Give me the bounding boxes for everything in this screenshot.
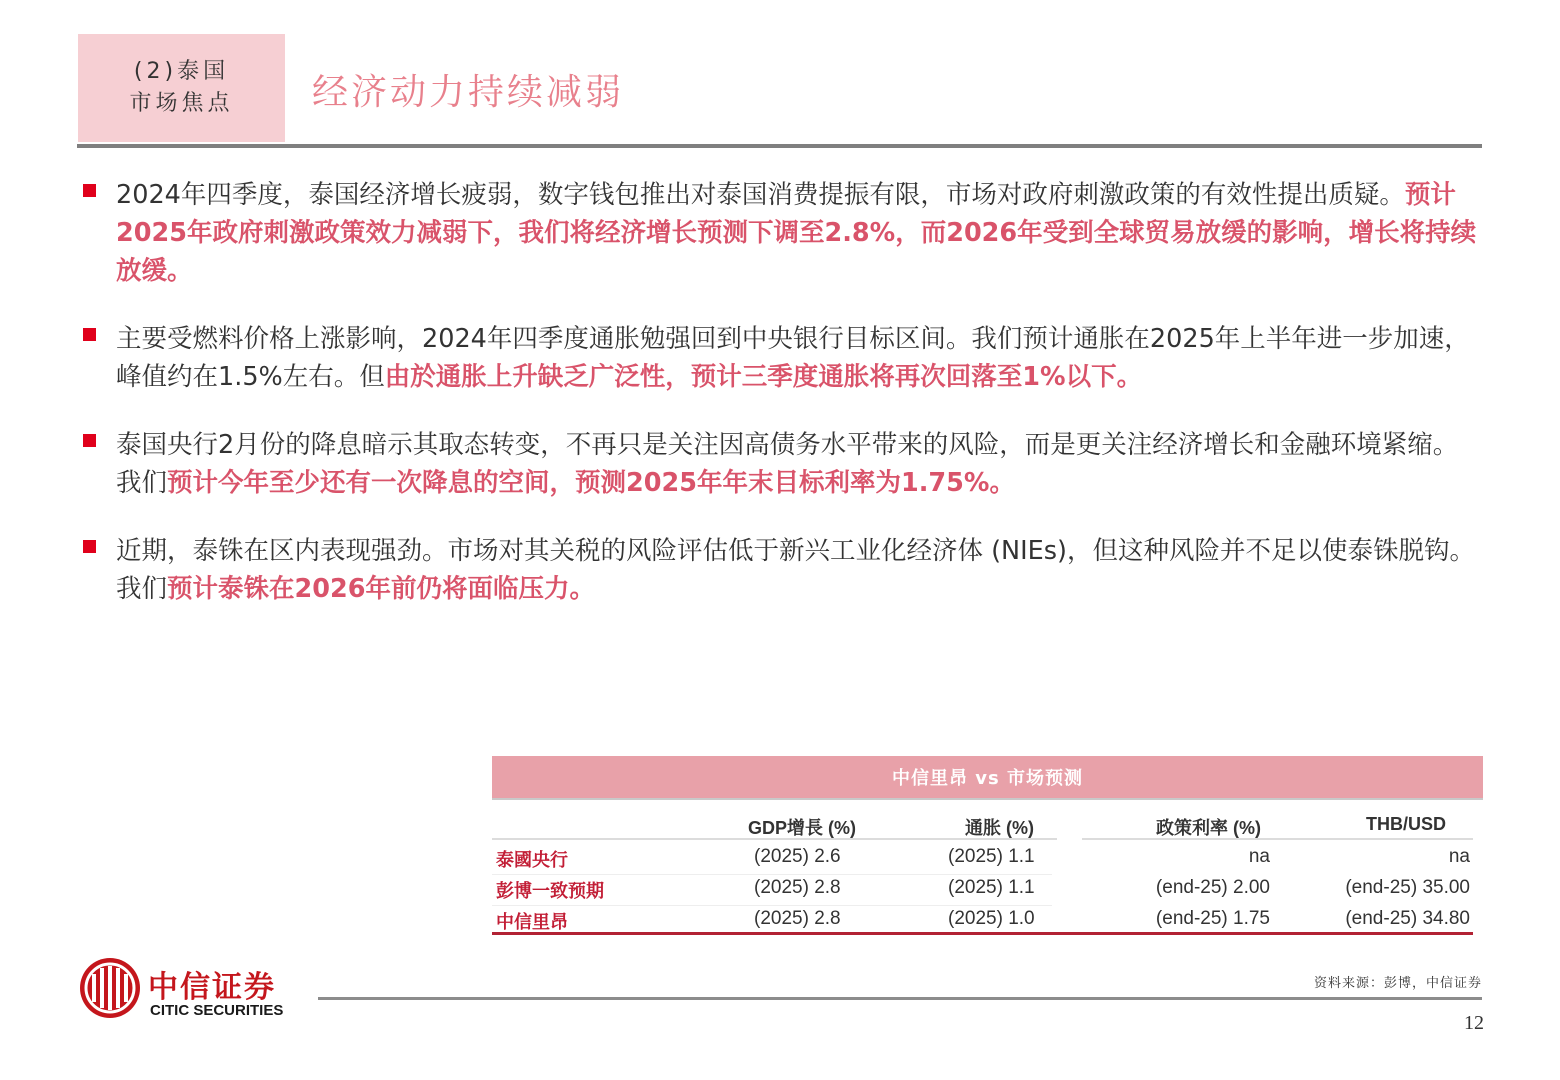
square-bullet-icon: [83, 184, 96, 197]
column-header-fx: THB/USD: [1366, 814, 1446, 834]
logo-text-en: CITIC SECURITIES: [150, 1002, 284, 1019]
section-tag-line1: (2)泰国: [133, 59, 230, 84]
cell-fx: (end-25) 35.00: [1345, 877, 1470, 898]
page-title: 经济动力持续减弱: [312, 72, 625, 113]
source-note: 资料来源：彭博，中信证券: [1313, 976, 1482, 991]
square-bullet-icon: [83, 434, 96, 447]
row-label: 中信里昂: [496, 912, 568, 932]
column-header-policy-rate: 政策利率 (%): [1156, 818, 1261, 838]
bullet-text: 2024年四季度，泰国经济增长疲弱，数字钱包推出对泰国消费提振有限，市场对政府刺激政策的有效性提出质疑。: [116, 180, 1405, 210]
cell-fx: na: [1448, 846, 1470, 867]
cell-gdp: (2025) 2.6: [754, 846, 841, 867]
bullet-item-2: [80, 320, 1480, 396]
row-label: 泰國央行: [496, 850, 568, 870]
bullet-text: 主要受燃料价格上涨影响，2024年四季度通胀勉强回到中央银行目标区间。我们预计通胀在2025年上半年进一步加速，峰值约在1.5%左右。但: [116, 324, 1470, 392]
page-number: 12: [1464, 1012, 1484, 1034]
footer-divider: [318, 997, 1482, 1000]
column-header-gdp: GDP增長 (%): [748, 818, 856, 838]
table-row: [492, 842, 1483, 874]
cell-inflation: (2025) 1.1: [948, 846, 1035, 867]
cell-inflation: (2025) 1.0: [948, 908, 1035, 929]
table-bottom-rule: [492, 932, 1473, 935]
square-bullet-icon: [83, 328, 96, 341]
forecast-table: [492, 756, 1483, 935]
bullet-text: 泰国央行2月份的降息暗示其取态转变，不再只是关注因高债务水平带来的风险，而是更关注经济增长和金融环境紧缩。我们: [116, 430, 1459, 498]
cell-inflation: (2025) 1.1: [948, 877, 1035, 898]
cell-fx: (end-25) 34.80: [1345, 908, 1470, 929]
citic-emblem-icon: [78, 956, 142, 1020]
bullet-highlight: 预计2025年政府刺激政策效力减弱下，我们将经济增长预测下调至2.8%，而2026年受到全球贸易放缓的影响，增长将持续放缓。: [116, 180, 1477, 286]
bullet-item-3: [80, 426, 1480, 502]
table-body: [492, 800, 1483, 935]
section-tag: [78, 34, 285, 142]
section-tag-line2: 市场焦点: [129, 91, 234, 116]
square-bullet-icon: [83, 540, 96, 553]
bullet-highlight: 预计今年至少还有一次降息的空间，预测2025年年末目标利率为1.75%。: [167, 468, 1015, 498]
bullet-item-4: [80, 532, 1480, 608]
table-title: 中信里昂 vs 市场预测: [492, 756, 1483, 798]
cell-gdp: (2025) 2.8: [754, 908, 841, 929]
cell-policy-rate: (end-25) 2.00: [1155, 877, 1270, 898]
column-header-underline: [1082, 838, 1473, 840]
bullet-list: [80, 176, 1480, 638]
bullet-text: 近期，泰铢在区内表现强劲。市场对其关税的风险评估低于新兴工业化经济体 (NIEs)，但这种风险并不足以使泰铢脱钩。我们: [116, 536, 1475, 604]
bullet-item-1: [80, 176, 1480, 290]
cell-policy-rate: (end-25) 1.75: [1155, 908, 1270, 929]
bullet-highlight: 由於通胀上升缺乏广泛性，预计三季度通胀将再次回落至1%以下。: [384, 362, 1143, 392]
citic-logo: [78, 956, 318, 1022]
column-header-underline: [492, 838, 1057, 840]
cell-gdp: (2025) 2.8: [754, 877, 841, 898]
row-label: 彭博一致预期: [496, 881, 604, 901]
table-row: [492, 873, 1483, 905]
title-divider: [77, 144, 1482, 148]
bullet-highlight: 预计泰铢在2026年前仍将面临压力。: [167, 574, 595, 604]
cell-policy-rate: na: [1248, 846, 1270, 867]
logo-text-zh: 中信证券: [148, 970, 276, 1005]
column-header-inflation: 通胀 (%): [965, 818, 1034, 838]
